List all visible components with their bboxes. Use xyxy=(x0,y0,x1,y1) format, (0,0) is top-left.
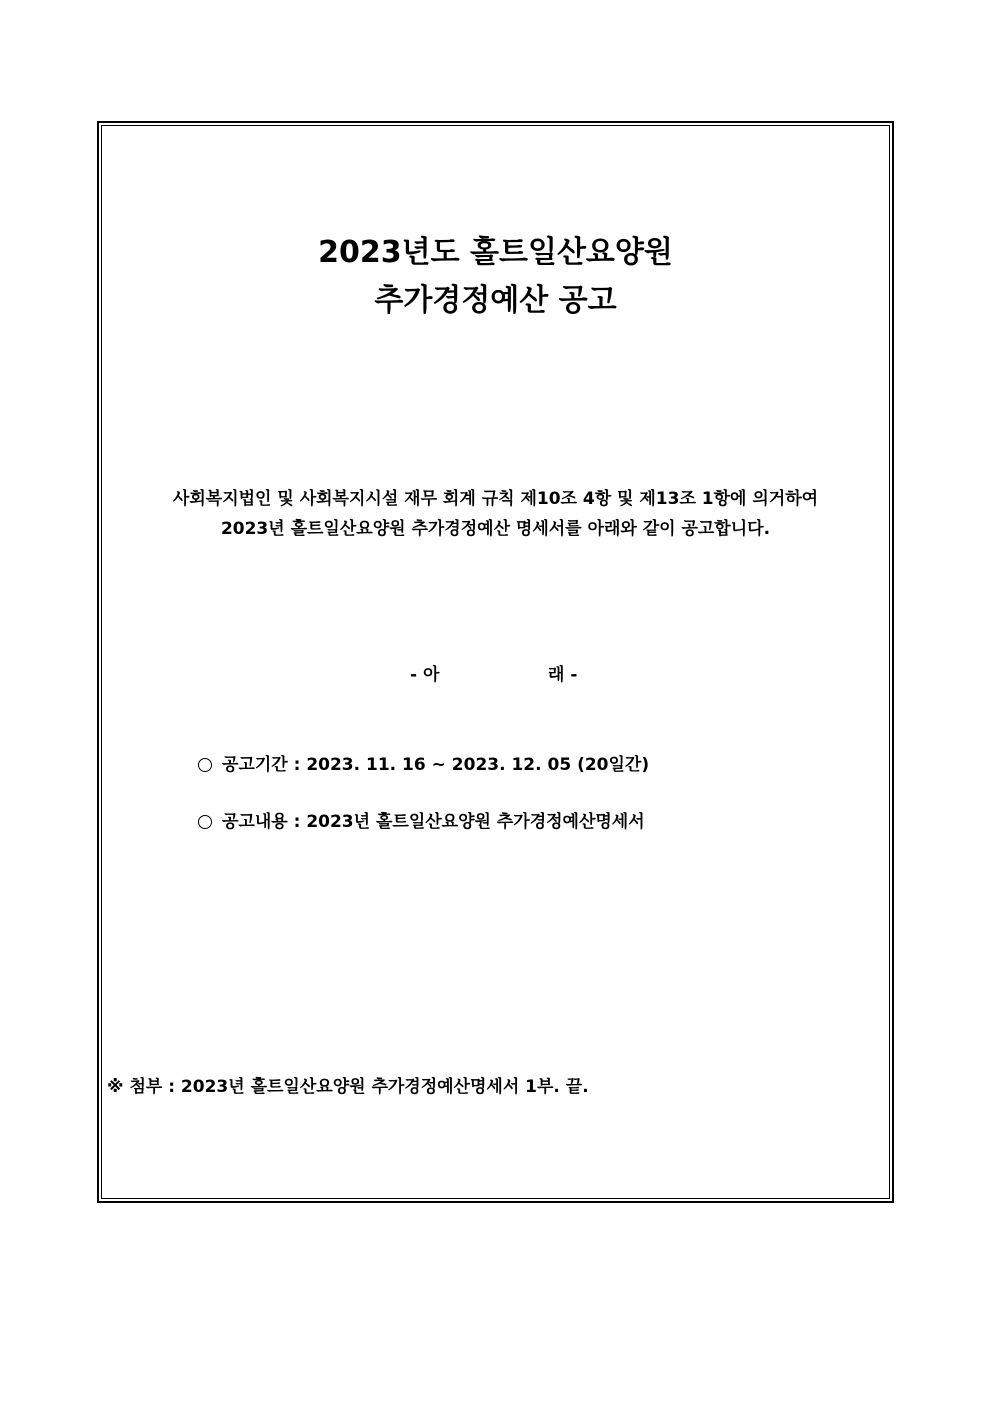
section-marker-left: - 아 xyxy=(410,665,440,685)
list-item-period xyxy=(198,750,649,775)
list-item-content-label: 공고내용 : 2023년 홀트일산요양원 추가경정예산명세서 xyxy=(222,812,645,832)
section-marker-right: 래 - xyxy=(548,665,578,685)
circle-bullet-icon xyxy=(198,815,212,829)
circle-bullet-icon xyxy=(198,758,212,772)
document-title-line-2: 추가경정예산 공고 xyxy=(374,283,617,318)
list-item-content xyxy=(198,807,645,832)
attachment-note: ※ 첨부 : 2023년 홀트일산요양원 추가경정예산명세서 1부. 끝. xyxy=(107,1077,589,1097)
list-item-period-label: 공고기간 : 2023. 11. 16 ~ 2023. 12. 05 (20일간) xyxy=(222,755,650,775)
document-title-line-1: 2023년도 홀트일산요양원 xyxy=(318,235,673,270)
body-text-line-1: 사회복지법인 및 사회복지시설 재무 회계 규칙 제10조 4항 및 제13조 1항에 의거하여 xyxy=(172,489,819,509)
body-text-line-2: 2023년 홀트일산요양원 추가경정예산 명세서를 아래와 같이 공고합니다. xyxy=(220,519,771,539)
